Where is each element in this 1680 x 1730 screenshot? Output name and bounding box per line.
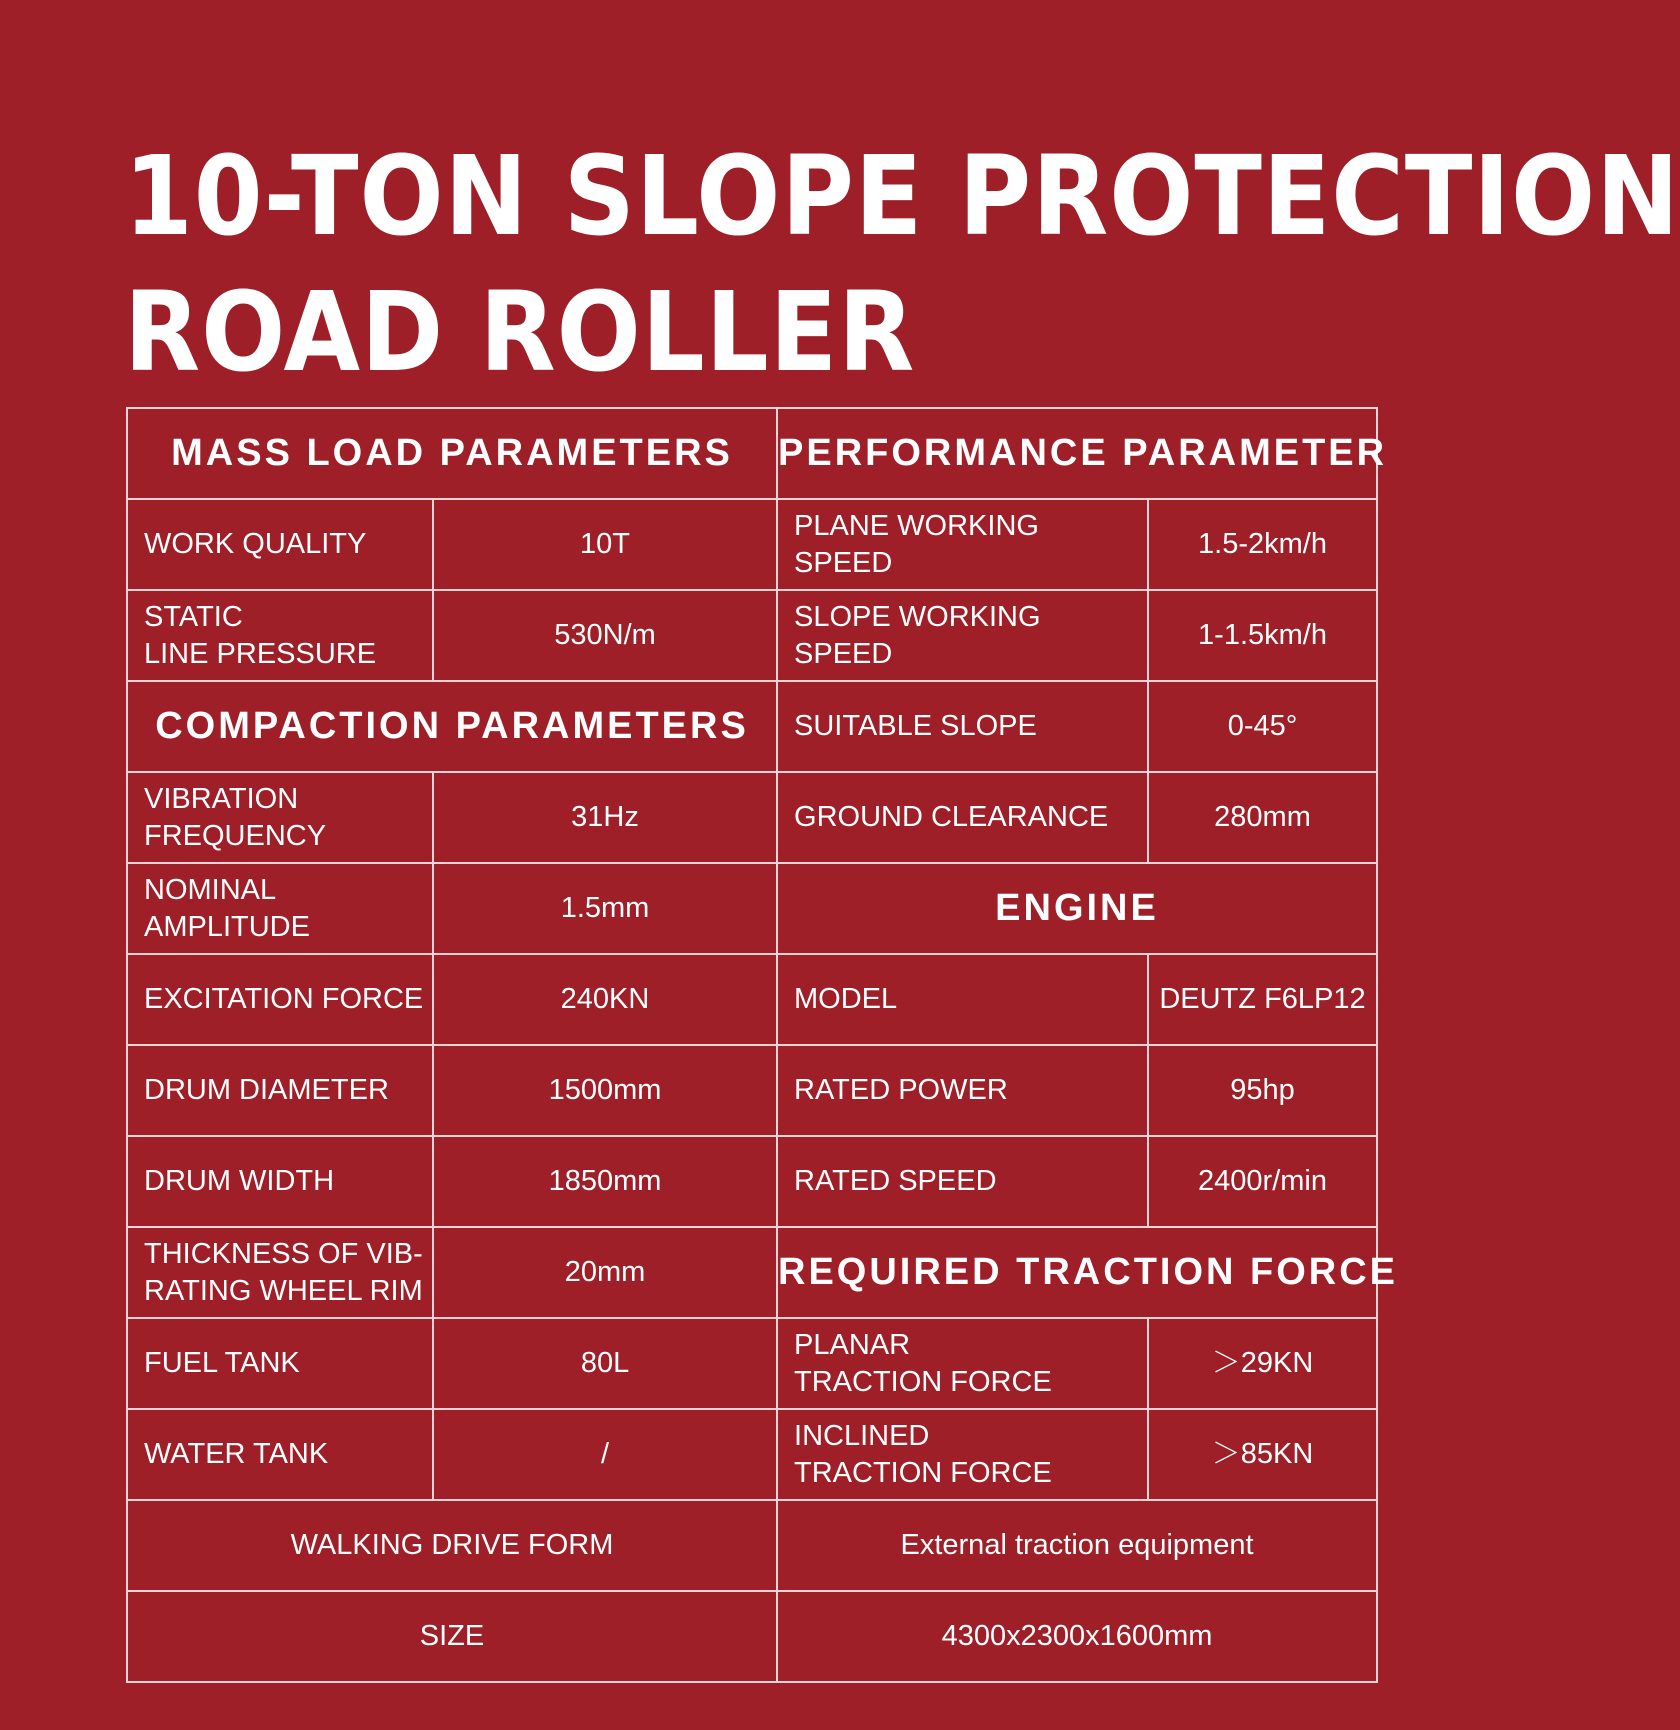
- inclined-traction-label-line2: TRACTION FORCE: [794, 1456, 1052, 1489]
- model-label: MODEL: [777, 954, 1148, 1045]
- table-row: [127, 590, 1377, 681]
- size-label: SIZE: [127, 1591, 777, 1682]
- title-line-2: ROAD ROLLER: [124, 268, 916, 396]
- table-row: [127, 1591, 1377, 1682]
- static-line-pressure-label-line1: STATIC: [144, 600, 243, 633]
- vibration-frequency-value: 31Hz: [433, 772, 777, 863]
- suitable-slope-label: SUITABLE SLOPE: [777, 681, 1148, 772]
- suitable-slope-value: 0-45°: [1148, 681, 1377, 772]
- spec-table: [126, 407, 1399, 1683]
- rim-thickness-label-line2: RATING WHEEL RIM: [144, 1274, 423, 1307]
- table-row: [127, 1227, 1377, 1318]
- table-row: [127, 681, 1377, 772]
- inclined-traction-value: ＞85KN: [1148, 1409, 1377, 1500]
- rated-speed-value: 2400r/min: [1148, 1136, 1377, 1227]
- table-row: [127, 1318, 1377, 1409]
- planar-traction-value: ＞29KN: [1148, 1318, 1377, 1409]
- rated-speed-label: RATED SPEED: [777, 1136, 1148, 1227]
- section-traction-header: REQUIRED TRACTION FORCE: [777, 1227, 1377, 1318]
- fuel-tank-label: FUEL TANK: [127, 1318, 433, 1409]
- table-row: [127, 408, 1377, 499]
- water-tank-label: WATER TANK: [127, 1409, 433, 1500]
- fuel-tank-value: 80L: [433, 1318, 777, 1409]
- planar-traction-label: [777, 1318, 1148, 1409]
- section-performance-header: PERFORMANCE PARAMETER: [777, 408, 1377, 499]
- drum-diameter-label: DRUM DIAMETER: [127, 1045, 433, 1136]
- ground-clearance-label: GROUND CLEARANCE: [777, 772, 1148, 863]
- excitation-force-value: 240KN: [433, 954, 777, 1045]
- slope-working-speed-label: SLOPE WORKING SPEED: [777, 590, 1148, 681]
- section-engine-header: ENGINE: [777, 863, 1377, 954]
- nominal-amplitude-label-line1: NOMINAL: [144, 873, 277, 906]
- rim-thickness-label: [127, 1227, 433, 1318]
- section-mass-load-header: MASS LOAD PARAMETERS: [127, 408, 777, 499]
- table-row: [127, 499, 1377, 590]
- page-title: [124, 128, 1680, 400]
- plane-working-speed-label: PLANE WORKING SPEED: [777, 499, 1148, 590]
- static-line-pressure-label: [127, 590, 433, 681]
- inclined-traction-label: [777, 1409, 1148, 1500]
- nominal-amplitude-label-line2: AMPLITUDE: [144, 910, 310, 943]
- walking-drive-form-value: External traction equipment: [777, 1500, 1377, 1591]
- static-line-pressure-label-line2: LINE PRESSURE: [144, 637, 377, 670]
- static-line-pressure-value: 530N/m: [433, 590, 777, 681]
- size-value: 4300x2300x1600mm: [777, 1591, 1377, 1682]
- work-quality-label: WORK QUALITY: [127, 499, 433, 590]
- vibration-frequency-label: [127, 772, 433, 863]
- table-row: [127, 772, 1377, 863]
- slope-working-speed-value: 1-1.5km/h: [1148, 590, 1377, 681]
- vibration-frequency-label-line1: VIBRATION: [144, 782, 299, 815]
- ground-clearance-value: 280mm: [1148, 772, 1377, 863]
- table-row: [127, 1136, 1377, 1227]
- vibration-frequency-label-line2: FREQUENCY: [144, 819, 327, 852]
- walking-drive-form-label: WALKING DRIVE FORM: [127, 1500, 777, 1591]
- section-compaction-header: COMPACTION PARAMETERS: [127, 681, 777, 772]
- inclined-traction-label-line1: INCLINED: [794, 1419, 930, 1452]
- table-row: [127, 954, 1377, 1045]
- drum-width-value: 1850mm: [433, 1136, 777, 1227]
- water-tank-value: /: [433, 1409, 777, 1500]
- rim-thickness-label-line1: THICKNESS OF VIB-: [144, 1237, 423, 1270]
- rim-thickness-value: 20mm: [433, 1227, 777, 1318]
- drum-diameter-value: 1500mm: [433, 1045, 777, 1136]
- title-line-1: 10-TON SLOPE PROTECTION: [124, 132, 1680, 260]
- nominal-amplitude-value: 1.5mm: [433, 863, 777, 954]
- excitation-force-label: EXCITATION FORCE: [127, 954, 433, 1045]
- table-row: [127, 1500, 1377, 1591]
- table-row: [127, 1409, 1377, 1500]
- rated-power-label: RATED POWER: [777, 1045, 1148, 1136]
- model-value: DEUTZ F6LP12: [1148, 954, 1377, 1045]
- table-row: [127, 863, 1377, 954]
- drum-width-label: DRUM WIDTH: [127, 1136, 433, 1227]
- planar-traction-label-line1: PLANAR: [794, 1328, 911, 1361]
- table-row: [127, 1045, 1377, 1136]
- plane-working-speed-value: 1.5-2km/h: [1148, 499, 1377, 590]
- rated-power-value: 95hp: [1148, 1045, 1377, 1136]
- planar-traction-label-line2: TRACTION FORCE: [794, 1365, 1052, 1398]
- work-quality-value: 10T: [433, 499, 777, 590]
- nominal-amplitude-label: [127, 863, 433, 954]
